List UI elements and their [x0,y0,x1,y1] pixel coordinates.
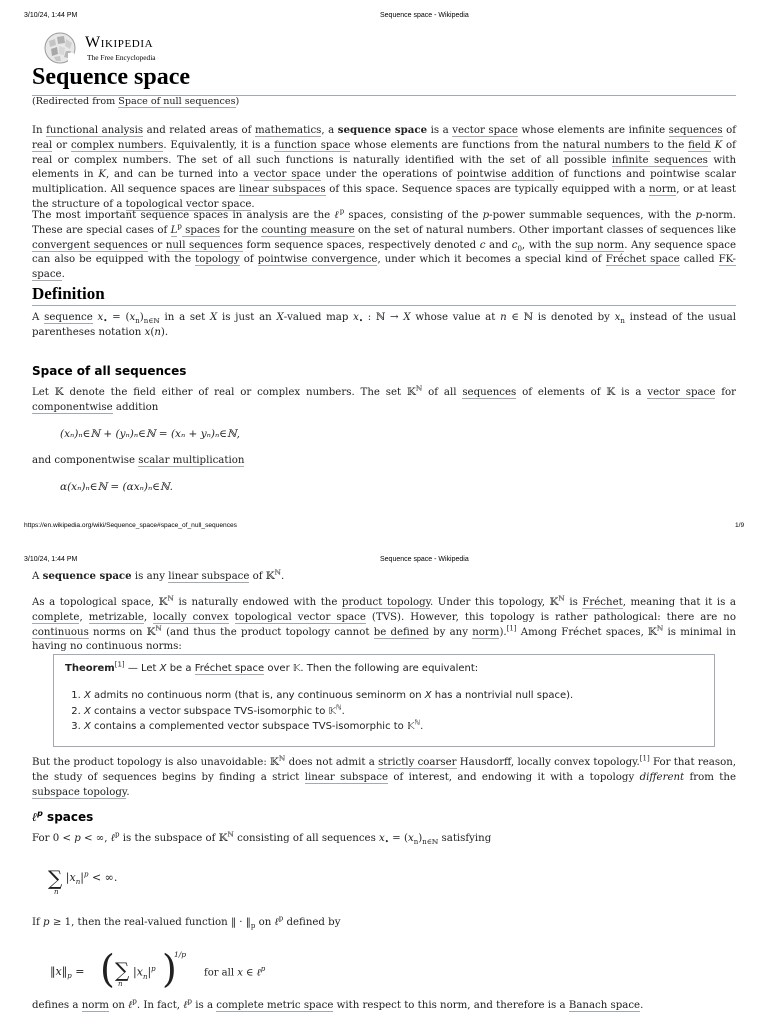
text-run: p [43,917,50,928]
text-run: is a [192,1000,217,1011]
text-run: . Equivalently, it is a [163,139,275,151]
wiki-link[interactable]: topology [195,254,240,266]
wiki-link[interactable]: Fréchet [582,597,623,608]
text-run: x [353,312,359,323]
wiki-link[interactable]: complex numbers [70,139,164,151]
text-run: X [84,690,91,701]
math-script: ℕ [278,754,286,763]
math-script: n [620,317,625,326]
text-run: whose value at [410,312,501,323]
wiki-link[interactable]: metrizable [88,611,144,623]
math-script: ℕ [336,703,342,712]
text-run: defines a [32,1000,82,1011]
text-run: form sequence spaces, respectively denoted [242,239,480,251]
text-run: . [126,786,130,798]
text-run: X [159,663,167,674]
equation-p-norm: $‖x‖_p$ = ( ∑ n $|x_n|^p$ ) 1/p for all x ∈ ℓ$^p$ [50,947,266,991]
sequence-space-definition [32,569,736,585]
left-paren: ( [100,947,115,991]
theorem-heading [65,660,479,674]
text-run: x [129,312,136,323]
norm-intro-paragraph [32,916,736,931]
wiki-link[interactable]: vector space [452,125,518,136]
wiki-link[interactable]: linear subspace [304,771,389,783]
text-run: ℓ [183,1000,188,1011]
text-run: of all [422,387,463,398]
equation-summability: ∑ $|x_n|^p$ < ∞. n [48,866,118,896]
wiki-link[interactable]: Fréchet space [194,663,265,674]
text-run: For 0 < [32,833,75,844]
text-run: In [32,125,47,136]
text-run: , or at least the structure of a [32,184,737,210]
text-run: K [714,139,723,151]
text-run: x [407,833,414,844]
text-run: ) [139,312,144,323]
text-run: satisfying [438,833,492,844]
text-run: -valued map [283,312,354,323]
text-run: < ∞, [80,833,111,844]
space-all-paragraph [32,386,736,416]
math-script: n [413,838,419,847]
wiki-link[interactable]: mathematics [254,125,322,136]
text-run: Among Fréchet spaces, 𝕂 [516,626,657,638]
text-run: norms on 𝕂 [88,626,156,638]
wiki-link[interactable]: strictly coarser [378,757,457,768]
print-title-page-2: Sequence space - Wikipedia [380,556,469,563]
text-run: is minimal in having no continuous norms: [32,626,736,653]
math-script: ℕ [167,594,174,603]
text-run: A [32,571,43,582]
wiki-link[interactable]: functional analysis [46,125,144,136]
math-script: n [135,317,140,326]
text-run: does not admit a [285,757,379,768]
text-run: (and thus the product topology cannot [161,626,374,638]
text-run: on the set of natural numbers. Other important classes of sequences like [354,224,736,236]
text-run: p [74,833,81,844]
text-run: whose elements are infinite [517,125,669,136]
wiki-link[interactable]: locally convex [153,611,229,623]
text-run: For that reason, the study of sequences begins by finding a strict [32,757,737,783]
wiki-link[interactable]: infinite sequences [611,154,708,166]
math-script: [1] [114,660,125,669]
wiki-link[interactable]: L [170,224,178,236]
print-title: Sequence space - Wikipedia [380,12,469,19]
wiki-link[interactable]: norm [649,184,677,196]
text-run: -power summable sequences, with the [489,210,696,221]
wiki-link[interactable]: pointwise convergence [257,254,378,266]
text-run: is the subspace of 𝕂 [119,833,228,844]
text-run: = ( [388,833,408,844]
math-script: ℕ [558,594,565,603]
sum-sign: ∑ [115,958,130,982]
text-run: is just an [217,312,277,323]
text-run: on [255,917,275,928]
footer-url: https://en.wikipedia.org/wiki/Sequence_space#space_of_null_sequences [24,522,237,529]
text-run: in a set [159,312,211,323]
text-run: has a nontrivial null space). [431,690,574,701]
text-run: , under which it becomes a special kind of [377,254,606,266]
math-script: n∈ℕ [422,838,439,847]
text-run [229,612,235,623]
redirect-link[interactable]: Space of null sequences [118,96,236,107]
text-run: with respect to this norm, and therefore is a [333,1000,569,1011]
wiki-link[interactable]: norm [81,1000,109,1011]
text-run: or [147,239,166,251]
text-run: ℓ [334,210,340,221]
definition-divider [32,305,736,306]
text-run: . Any sequence space can also be equipped with the [32,239,736,266]
text-run: As a topological space, 𝕂 [32,597,168,608]
text-run: , [143,611,154,623]
text-run: is [564,597,583,608]
text-run: . Under this topology, 𝕂 [430,597,559,608]
text-run: different [639,771,685,783]
text-run: = ( [107,312,130,323]
text-run: contains a vector subspace TVS-isomorphic to 𝕂 [90,705,337,717]
text-run: whose elements are functions from the [350,139,563,151]
text-run: . [281,571,285,582]
text-run: p [695,210,703,221]
text-run: K [98,169,106,181]
wiki-link[interactable]: vector space [253,169,321,181]
unavoidable-paragraph [32,756,736,800]
logo-wordmark[interactable]: Wikipedia [85,34,154,51]
text-run: c [479,239,486,251]
text-run: of [239,254,258,266]
theorem-box [53,654,715,747]
text-run: ) [418,833,423,844]
text-run: X [424,690,432,701]
text-run: of interest, and endowing it with a topology [388,771,640,783]
wiki-link[interactable]: natural numbers [562,139,650,151]
text-run: over 𝕂. Then the following are equivalent: [264,663,479,674]
theorem-item [84,704,573,720]
text-run: spaces, consisting of the [344,210,483,221]
text-run: ). [160,326,169,338]
text-run: of 𝕂 [249,571,275,582]
wiki-link[interactable]: complete [32,611,80,623]
text-run: , and can be turned into a [105,169,254,181]
wiki-link[interactable]: complete metric space [216,1000,334,1011]
sum-sign: ∑ [48,866,63,890]
theorem-item [84,719,573,735]
text-run: If [32,917,44,928]
text-run: . [420,721,424,733]
text-run: under the operations of [320,169,457,181]
text-run: defined by [283,917,341,928]
text-run: Hausdorff, locally convex topology. [456,757,640,768]
wiki-link[interactable]: sequence [44,312,93,323]
text-run: is a [427,125,453,136]
math-script: p [187,997,193,1006]
text-run: is naturally endowed with the [173,597,342,608]
scalar-paragraph [32,454,736,469]
equation-norm-note: for all x ∈ ℓ$^p$ [204,965,266,979]
text-run: c [511,239,518,251]
math-script: p [132,997,137,1006]
redirect-note [32,96,239,107]
math-script: p [115,830,120,839]
text-run: of [722,125,737,136]
wiki-link[interactable]: null sequences [165,239,243,251]
theorem-list [52,688,573,735]
wikipedia-globe-icon[interactable] [43,31,77,65]
wiki-link[interactable]: function space [274,139,351,151]
wiki-link[interactable]: sequences [462,387,517,398]
print-date: 3/10/24, 1:44 PM [24,12,78,19]
wiki-link[interactable]: Fréchet space [605,254,680,266]
text-run: X [210,312,218,323]
text-run: X [84,721,91,733]
text-run: A [32,312,45,323]
text-run: ( [150,326,155,338]
text-run: Theorem [65,663,115,674]
text-run: of this space. Sequence spaces are typically equipped with a [325,184,650,196]
wiki-link[interactable]: linear subspace [168,571,250,582]
text-run: instead of the usual parentheses notation [32,312,736,338]
text-run: of real or complex numbers. The set of all such functions is naturally identified with the set of all possible [32,139,736,166]
text-run: X [403,312,411,323]
wiki-link[interactable]: continuous [32,626,89,638]
heading-space-of-all-sequences: Space of all sequences [32,364,187,378]
heading-definition: Definition [32,284,105,303]
text-run: by any [428,626,473,638]
text-run: n [500,312,507,323]
wiki-link[interactable]: convergent sequences [32,239,148,251]
text-run: consisting of all sequences [233,833,380,844]
text-run: of elements of 𝕂 is a [516,387,648,398]
wiki-link[interactable]: componentwise [32,401,113,413]
math-script: p [250,922,256,931]
text-run: ). [499,626,507,638]
text-run: and componentwise [32,455,139,466]
math-script: ℕ [274,568,282,577]
wiki-link[interactable]: topological vector space [125,198,252,210]
math-script: • [384,838,389,847]
math-script: ℕ [414,718,421,727]
text-run: sequence space [337,124,428,136]
text-run: contains a complemented vector subspace TVS-isomorphic to 𝕂 [90,721,415,733]
right-paren: ) [162,947,177,991]
text-run: on [108,1000,129,1011]
redirect-suffix: ) [235,96,240,107]
text-run: The most important sequence spaces in analysis are the [32,210,335,221]
text-run: of functions and pointwise scalar multiplication. All sequence spaces are [32,169,736,196]
wiki-link[interactable]: topological vector space [234,611,366,623]
math-script: ℕ [155,624,162,633]
equation-scalar: α(xₙ)ₙ∈ℕ = (αxₙ)ₙ∈ℕ. [60,481,173,493]
math-script: ℕ [656,624,664,633]
math-script: 0 [517,244,522,253]
text-run: for the [219,224,262,236]
wiki-link[interactable]: product topology [341,597,431,608]
text-run: (TVS). However, this topology is rather pathological: there are no [365,611,736,623]
footer-page-number: 1/9 [735,522,745,529]
math-script: p [177,222,182,231]
equation-addition: (xₙ)ₙ∈ℕ + (yₙ)ₙ∈ℕ = (xₙ + yₙ)ₙ∈ℕ, [60,428,240,440]
heading-lp-sup: p [37,809,43,818]
logo-tagline: The Free Encyclopedia [87,53,156,62]
text-run: x [144,326,151,338]
text-run: n [154,326,161,338]
text-run: x [97,312,104,323]
text-run: , [79,611,89,623]
page-title: Sequence space [32,64,190,90]
math-script: n∈ℕ [143,317,160,326]
heading-lp-rest: spaces [42,810,94,824]
lp-paragraph [32,832,736,847]
text-run: Let 𝕂 denote the field either of real or complex numbers. The set 𝕂 [32,387,416,398]
wiki-link[interactable]: norm [472,626,500,638]
text-run: admits no continuous norm (that is, any continuous seminorm on [90,690,425,701]
wiki-link[interactable]: field [688,139,711,151]
intro-paragraph-1 [32,123,736,213]
text-run: ℓ [274,917,279,928]
wiki-link[interactable]: vector space [647,387,716,398]
wiki-link[interactable]: Banach space [568,1000,641,1011]
text-run: addition [112,401,159,413]
theorem-item [84,688,573,704]
text-run: and related areas of [143,125,255,136]
math-script: p [339,207,345,216]
text-run: . [640,1000,644,1011]
text-run: called [679,254,719,266]
wiki-link[interactable]: real [32,139,53,151]
text-run: X [84,705,91,717]
wiki-link[interactable]: scalar multiplication [138,455,245,466]
text-run: . [251,198,255,210]
text-run: : ℕ → [363,312,404,323]
text-run: and [485,239,512,251]
text-run: with elements in [32,154,737,181]
heading-lp-spaces [32,809,93,825]
wiki-link[interactable]: spaces [181,224,220,236]
wiki-link[interactable]: sequences [668,125,723,136]
text-run: is any [131,571,169,582]
text-run: ∈ ℕ is denoted by [506,312,615,323]
text-run: ℓ [128,1000,133,1011]
text-run: ℓ [110,833,116,844]
text-run: for [715,387,737,398]
text-run: , meaning that it is a [622,597,736,608]
math-script: • [103,317,108,326]
wiki-link[interactable]: subspace topology [32,786,127,798]
text-run: or [52,139,71,151]
text-run: x [379,833,385,844]
text-run: . [61,269,65,281]
wiki-link[interactable]: FK-space [32,254,736,281]
wiki-link[interactable]: counting measure [261,224,355,236]
text-run: from the [684,771,736,783]
math-script: • [358,317,364,326]
text-run: , with the [521,239,576,251]
math-script: ℕ [415,384,423,393]
text-run: to the [649,139,689,151]
print-date-page-2: 3/10/24, 1:44 PM [24,556,78,563]
text-run: But the product topology is also unavoidable: 𝕂 [32,757,279,768]
redirect-prefix: (Redirected from [32,96,119,107]
text-run: ≥ 1, then the real-valued function ‖ · ‖ [49,917,251,928]
text-run: sequence space [42,570,132,582]
math-script: p [278,914,284,923]
intro-paragraph-2 [32,209,736,283]
text-run: . [341,705,345,717]
text-run: -norm. These are special cases of [32,210,736,236]
text-run: p [482,210,490,221]
wiki-link[interactable]: pointwise addition [456,169,554,181]
text-run: , a [321,125,338,136]
text-run: x [614,312,621,323]
text-run: X [276,312,284,323]
banach-paragraph [32,999,736,1014]
math-script: [1] [506,624,517,633]
definition-paragraph [32,311,736,341]
text-run: — Let [124,663,160,674]
wiki-link[interactable]: sup norm [575,239,625,251]
wiki-link[interactable]: linear subspaces [238,184,326,196]
topology-paragraph [32,596,736,655]
text-run: . In fact, [136,1000,184,1011]
wiki-link[interactable]: be defined [373,626,429,638]
math-script: ℕ [227,830,234,839]
text-run: be a [166,663,195,674]
heading-lp-ell: ℓ [32,810,38,824]
math-script: [1] [639,754,650,763]
